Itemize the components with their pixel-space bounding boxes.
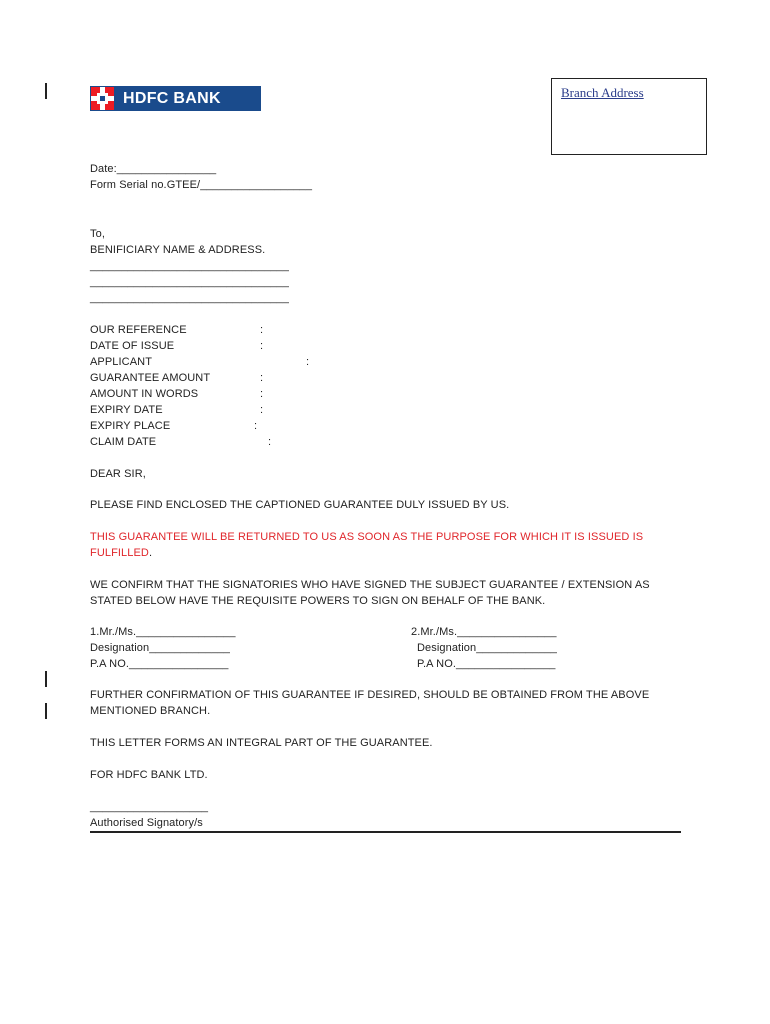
signatory-2-designation: Designation_____________ <box>417 642 558 654</box>
field-sep-amount-in-words: : <box>260 388 264 400</box>
address-line-2: ________________________________ <box>90 276 289 288</box>
change-bar-top <box>45 83 47 99</box>
signatory-1-designation: Designation_____________ <box>90 642 231 654</box>
hdfc-logo-mark-icon <box>91 87 114 110</box>
authorised-signatory-label: Authorised Signatory/s <box>90 817 203 829</box>
return-notice-fulfilled: FULFILLED <box>90 547 149 559</box>
paragraph-return-notice-line-1: THIS GUARANTEE WILL BE RETURNED TO US AS SOON AS THE PURPOSE FOR WHICH IT IS ISSUED IS <box>90 531 644 543</box>
field-sep-date-of-issue: : <box>260 340 264 352</box>
branch-address-label: Branch Address <box>561 85 644 100</box>
paragraph-confirm-line-2: STATED BELOW HAVE THE REQUISITE POWERS TO SIGN ON BEHALF OF THE BANK. <box>90 595 546 607</box>
signatory-1-pa-no: P.A NO.________________ <box>90 658 229 670</box>
return-notice-period: . <box>148 547 153 559</box>
bottom-rule <box>90 831 681 833</box>
field-label-claim-date: CLAIM DATE <box>90 436 157 448</box>
logo-wordmark: HDFC BANK <box>123 90 221 107</box>
field-label-our-reference: OUR REFERENCE <box>90 324 187 336</box>
salutation: DEAR SIR, <box>90 468 146 480</box>
field-sep-guarantee-amount: : <box>260 372 264 384</box>
field-label-date-of-issue: DATE OF ISSUE <box>90 340 175 352</box>
paragraph-confirm-line-1: WE CONFIRM THAT THE SIGNATORIES WHO HAVE SIGNED THE SUBJECT GUARANTEE / EXTENSION AS <box>90 579 650 591</box>
signatory-2-name: 2.Mr./Ms.________________ <box>411 626 557 638</box>
paragraph-further-confirmation-line-2: MENTIONED BRANCH. <box>90 705 211 717</box>
address-line-1: ________________________________ <box>90 260 289 272</box>
form-serial-field: Form Serial no.GTEE/__________________ <box>90 179 313 191</box>
to-line: To, <box>90 228 105 240</box>
address-line-3: ________________________________ <box>90 292 289 304</box>
field-label-expiry-place: EXPIRY PLACE <box>90 420 171 432</box>
change-bar-lower <box>45 703 47 719</box>
branch-address-box <box>551 78 707 155</box>
beneficiary-heading: BENIFICIARY NAME & ADDRESS. <box>90 244 266 256</box>
for-bank-line: FOR HDFC BANK LTD. <box>90 769 208 781</box>
hdfc-bank-logo <box>90 86 261 111</box>
change-bar-middle <box>45 671 47 687</box>
field-sep-expiry-date: : <box>260 404 264 416</box>
paragraph-enclosed: PLEASE FIND ENCLOSED THE CAPTIONED GUARANTEE DULY ISSUED BY US. <box>90 499 510 511</box>
signatory-2-pa-no: P.A NO.________________ <box>417 658 556 670</box>
field-sep-applicant: : <box>306 356 310 368</box>
paragraph-integral-part: THIS LETTER FORMS AN INTEGRAL PART OF THE GUARANTEE. <box>90 737 433 749</box>
field-sep-claim-date: : <box>268 436 272 448</box>
field-sep-expiry-place: : <box>254 420 258 432</box>
field-label-applicant: APPLICANT <box>90 356 153 368</box>
paragraph-further-confirmation-line-1: FURTHER CONFIRMATION OF THIS GUARANTEE IF DESIRED, SHOULD BE OBTAINED FROM THE ABOVE <box>90 689 650 701</box>
date-field: Date:________________ <box>90 163 217 175</box>
field-sep-our-reference: : <box>260 324 264 336</box>
field-label-amount-in-words: AMOUNT IN WORDS <box>90 388 199 400</box>
paragraph-return-notice-line-2 <box>90 546 152 560</box>
signature-line: ___________________ <box>90 801 209 813</box>
field-label-guarantee-amount: GUARANTEE AMOUNT <box>90 372 211 384</box>
signatory-1-name: 1.Mr./Ms.________________ <box>90 626 236 638</box>
field-label-expiry-date: EXPIRY DATE <box>90 404 163 416</box>
